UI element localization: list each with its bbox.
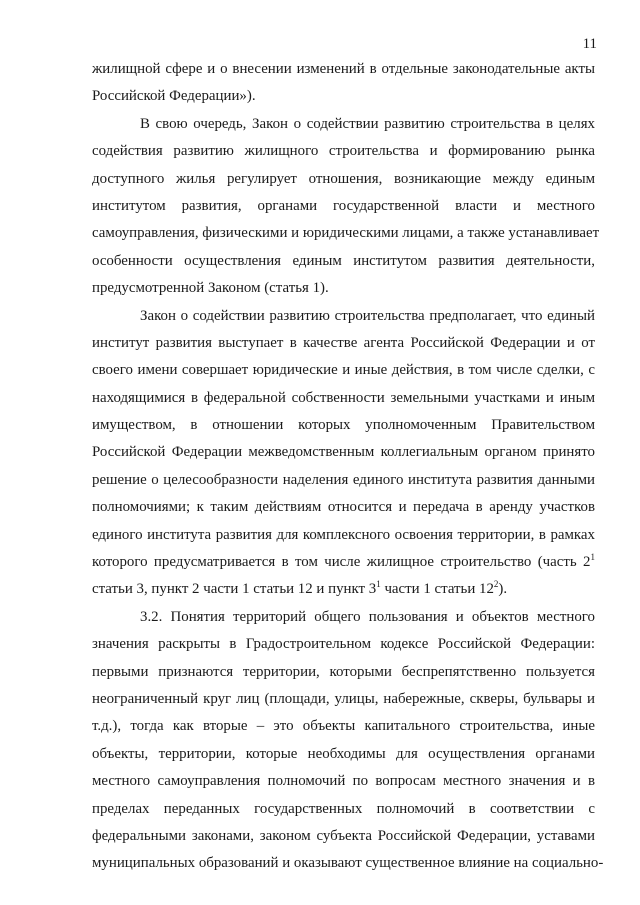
text-line: доступного жилья регулирует отношения, возникающие между единым xyxy=(92,170,595,187)
superscript: 2 xyxy=(493,579,499,590)
superscript: 1 xyxy=(590,552,595,563)
text-line: особенности осуществления единым институтом развития деятельности, xyxy=(92,252,595,269)
text-line: имуществом, в отношении которых уполномоченным Правительством xyxy=(92,417,595,434)
text-line: первыми признаются территории, которыми беспрепятственно пользуется xyxy=(92,663,595,680)
text-line: Российской Федерации межведомственным коллегиальным органом принято xyxy=(92,444,595,461)
paragraph-start: 3.2. Понятия территорий общего пользования и объектов местного xyxy=(140,608,595,625)
text-line: местного самоуправления полномочий по вопросам местного значения и в xyxy=(92,773,595,790)
text-line: объекты, территории, которые необходимы для осуществления органами xyxy=(92,745,595,762)
text-line: предусмотренной Законом (статья 1). xyxy=(92,280,329,297)
text-line: полномочиями; к таким действиям относится и передача в аренду участков xyxy=(92,499,595,516)
text-line-with-sup xyxy=(92,576,595,603)
text-fragment: части 1 статьи 12 xyxy=(380,581,494,598)
paragraph-start: В свою очередь, Закон о содействии развитию строительства в целях xyxy=(140,115,595,132)
text-line: пределах переданных государственных полномочий в соответствии с xyxy=(92,800,595,817)
body-text xyxy=(92,56,604,878)
superscript: 1 xyxy=(376,579,381,590)
paragraph-start: Закон о содействии развитию строительства предполагает, что единый xyxy=(140,307,595,324)
text-line: неограниченный круг лиц (площади, улицы, набережные, скверы, бульвары и xyxy=(92,690,595,707)
text-line: институт развития выступает в качестве агента Российской Федерации и от xyxy=(92,334,595,351)
text-fragment: ). xyxy=(498,581,508,598)
page-number: 11 xyxy=(582,36,597,52)
text-fragment: статьи 3, пункт 2 части 1 статьи 12 и пункт 3 xyxy=(92,581,377,598)
text-line: институтом развития, органами государственной власти и местного xyxy=(92,197,595,214)
text-line: федеральными законами, законом субъекта Российской Федерации, уставами xyxy=(92,827,595,844)
text-line: единого института развития для комплексного освоения территории, в рамках xyxy=(92,526,595,543)
text-line: своего имени совершает юридические и иные действия, в том числе сделки, с xyxy=(92,362,595,379)
text-line: значения раскрыты в Градостроительном кодексе Российской Федерации: xyxy=(92,636,595,653)
text-line: жилищной сфере и о внесении изменений в отдельные законодательные акты xyxy=(92,61,595,77)
text-line: находящимися в федеральной собственности земельными участками и иным xyxy=(92,389,595,406)
text-line: Российской Федерации»). xyxy=(92,88,256,105)
text-line: которого предусматривается в том числе жилищное строительство (часть 2 xyxy=(92,554,591,571)
text-line: решение о целесообразности наделения единого института развития данными xyxy=(92,471,595,488)
text-line: содействия развитию жилищного строительства и формированию рынка xyxy=(92,143,595,160)
text-line: муниципальных образований и оказывают существенное влияние на социально- xyxy=(92,855,604,872)
text-line-with-sup xyxy=(92,549,595,576)
text-line: самоуправления, физическими и юридическими лицами, а также устанавливает xyxy=(92,225,600,242)
text-line: т.д.), тогда как вторые – это объекты капитального строительства, иные xyxy=(92,718,595,735)
